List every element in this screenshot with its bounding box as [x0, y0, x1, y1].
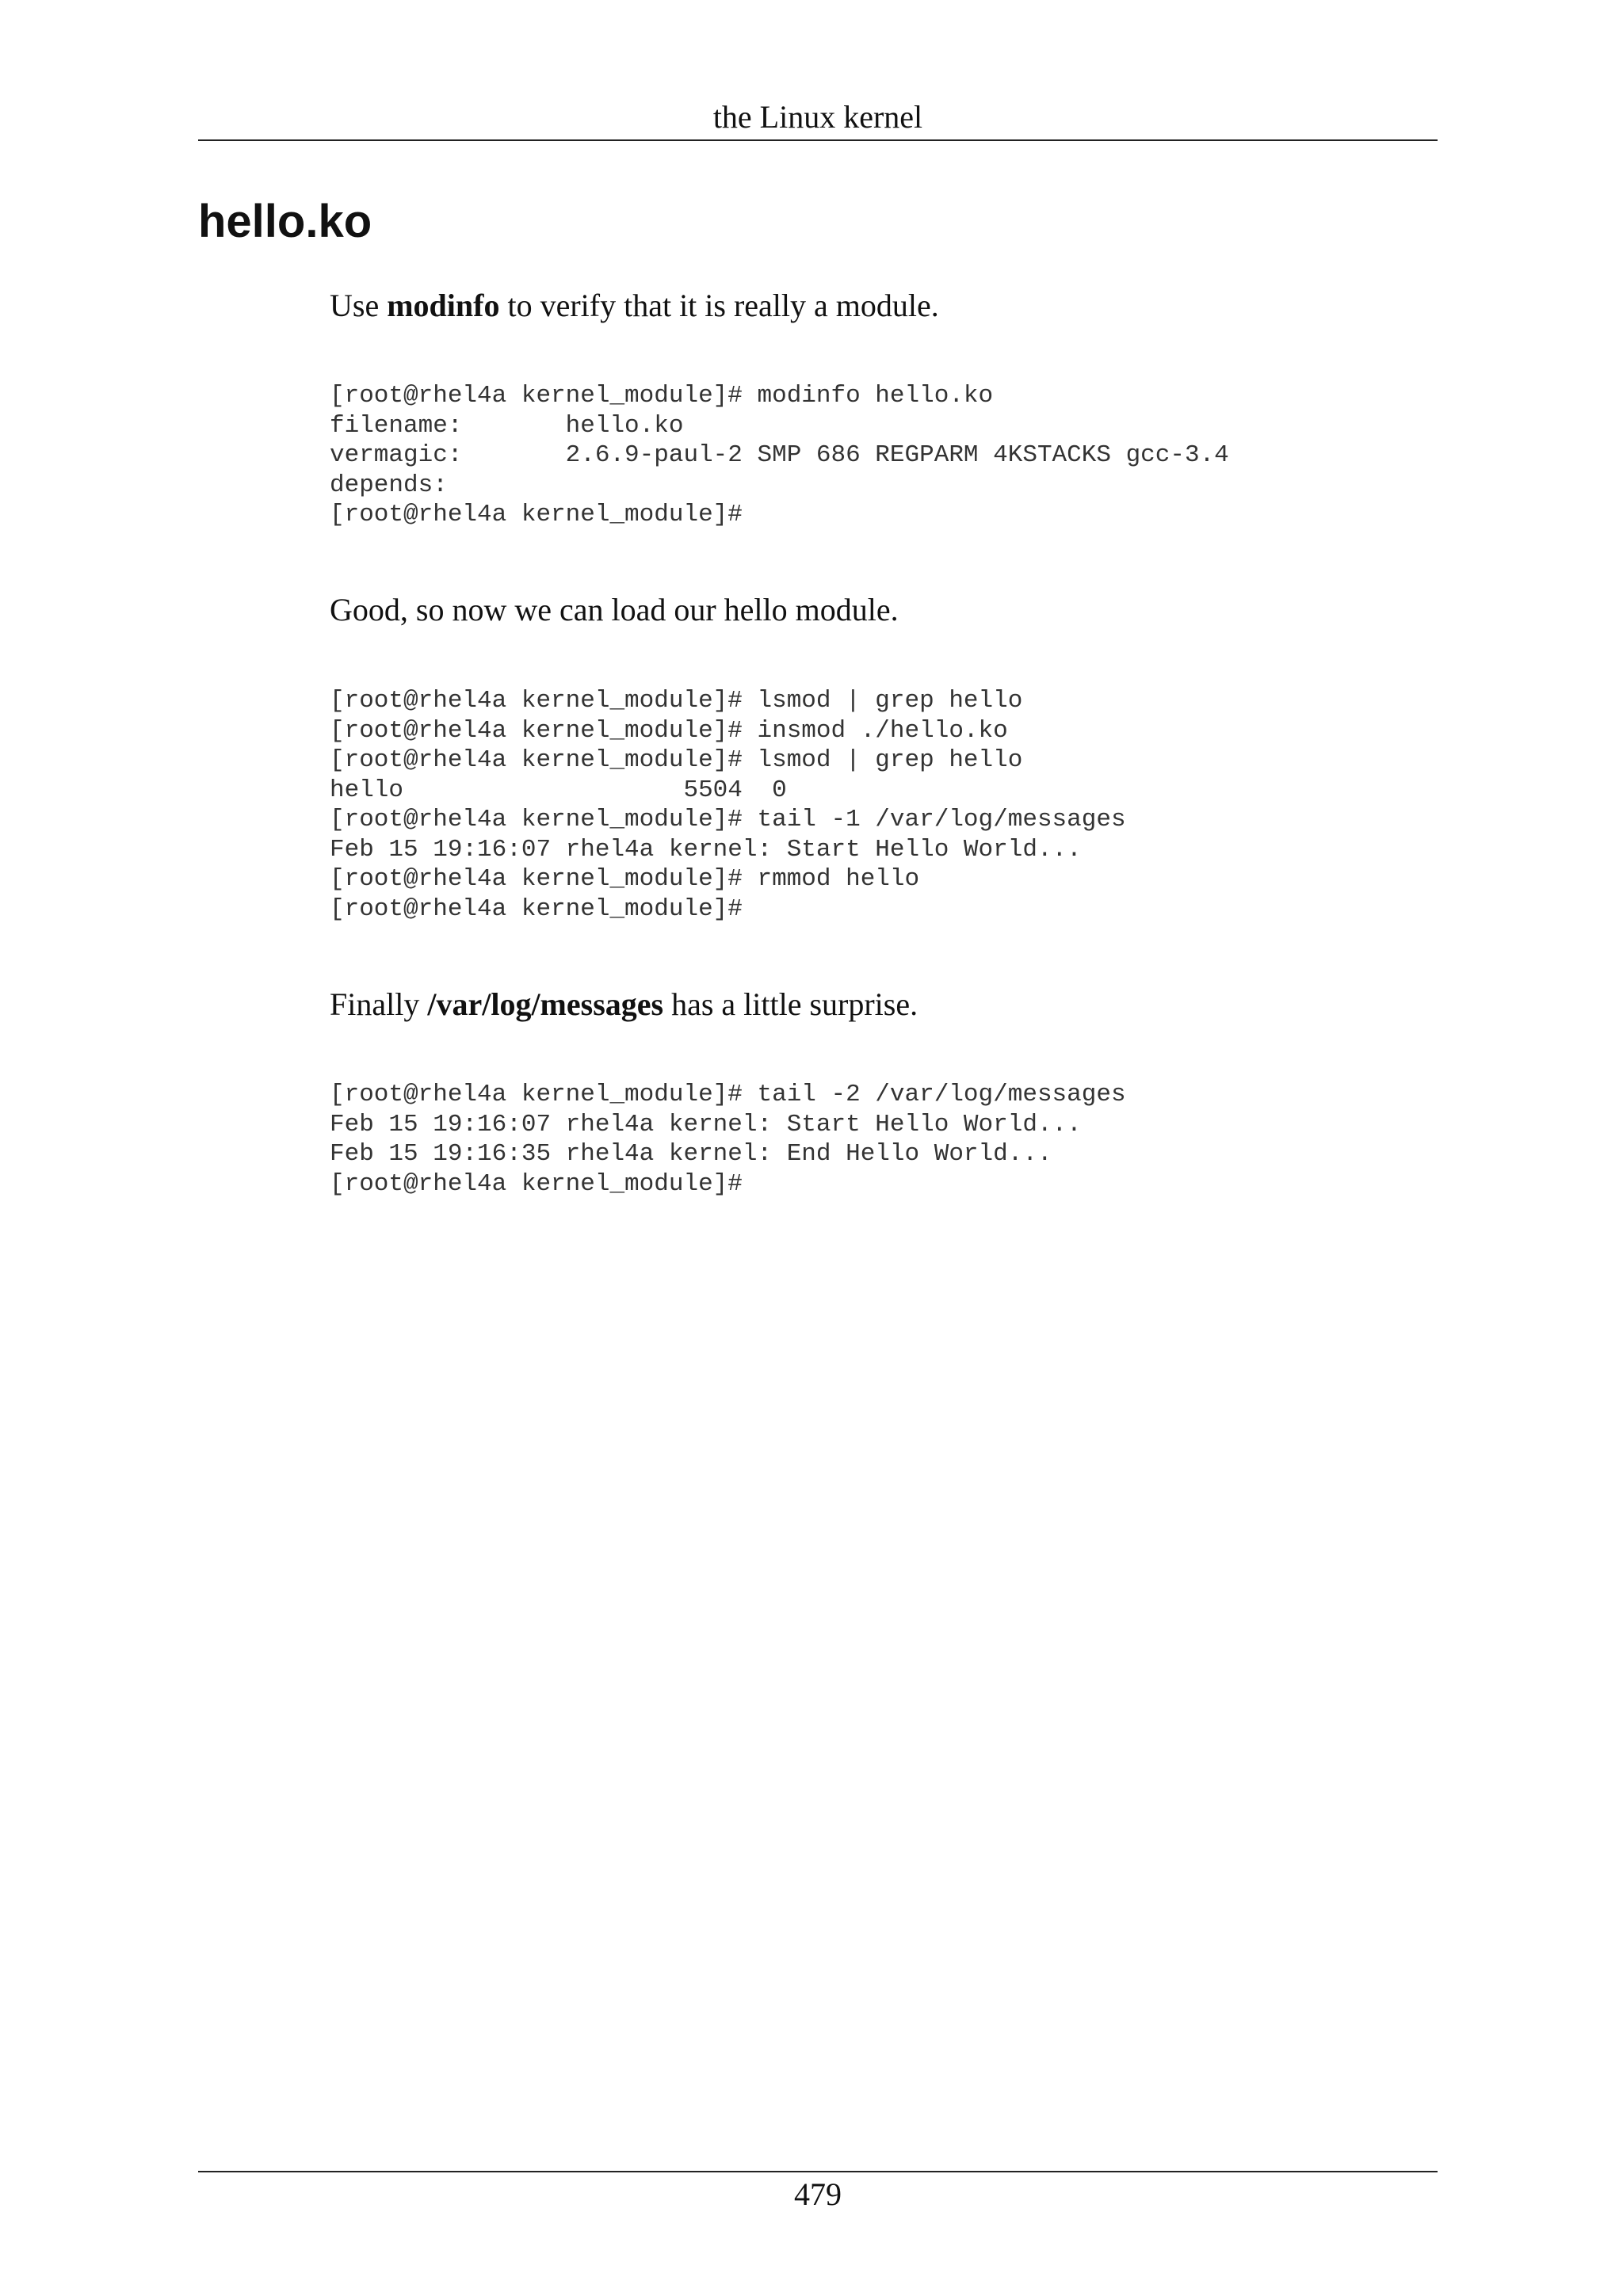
code-line: [root@rhel4a kernel_module]# insmod ./hello.ko [330, 716, 1008, 745]
paragraph-text: Finally [330, 986, 428, 1022]
code-block-modinfo [330, 381, 1229, 530]
code-line: [root@rhel4a kernel_module]# [330, 501, 743, 528]
code-line: depends: [330, 471, 448, 499]
code-line: [root@rhel4a kernel_module]# modinfo hello.ko [330, 382, 994, 410]
code-block-load-session [330, 686, 1126, 924]
command-name-bold: modinfo [387, 288, 500, 323]
section-title: hello.ko [198, 196, 372, 247]
code-line: vermagic: 2.6.9-paul-2 SMP 686 REGPARM 4KSTACKS gcc-3.4 [330, 441, 1229, 469]
code-line: [root@rhel4a kernel_module]# [330, 894, 743, 923]
code-line: [root@rhel4a kernel_module]# lsmod | grep hello [330, 746, 1023, 774]
code-block-messages-tail [330, 1080, 1126, 1199]
code-line: [root@rhel4a kernel_module]# rmmod hello [330, 865, 920, 893]
page-number: 479 [794, 2176, 842, 2212]
paragraph-text: has a little surprise. [663, 986, 918, 1022]
paragraph-load-module: Good, so now we can load our hello module. [330, 592, 899, 627]
code-line: hello 5504 0 [330, 776, 787, 804]
header-rule [198, 139, 1438, 141]
file-path-bold: /var/log/messages [427, 986, 664, 1022]
running-header: the Linux kernel [712, 99, 923, 135]
code-line: Feb 15 19:16:07 rhel4a kernel: Start Hello World... [330, 835, 1082, 864]
code-line: filename: hello.ko [330, 411, 684, 440]
code-line: [root@rhel4a kernel_module]# tail -2 /var/log/messages [330, 1081, 1126, 1108]
paragraph-text: to verify that it is really a module. [499, 288, 939, 323]
paragraph-modinfo-intro [330, 284, 939, 328]
code-line: [root@rhel4a kernel_module]# tail -1 /var/log/messages [330, 806, 1126, 833]
paragraph-text: Use [330, 288, 388, 323]
code-line: Feb 15 19:16:07 rhel4a kernel: Start Hello World... [330, 1110, 1082, 1138]
code-line: [root@rhel4a kernel_module]# [330, 1169, 743, 1198]
code-line: [root@rhel4a kernel_module]# lsmod | grep hello [330, 687, 1023, 715]
code-line: Feb 15 19:16:35 rhel4a kernel: End Hello World... [330, 1140, 1052, 1168]
paragraph-messages-surprise [330, 982, 918, 1027]
